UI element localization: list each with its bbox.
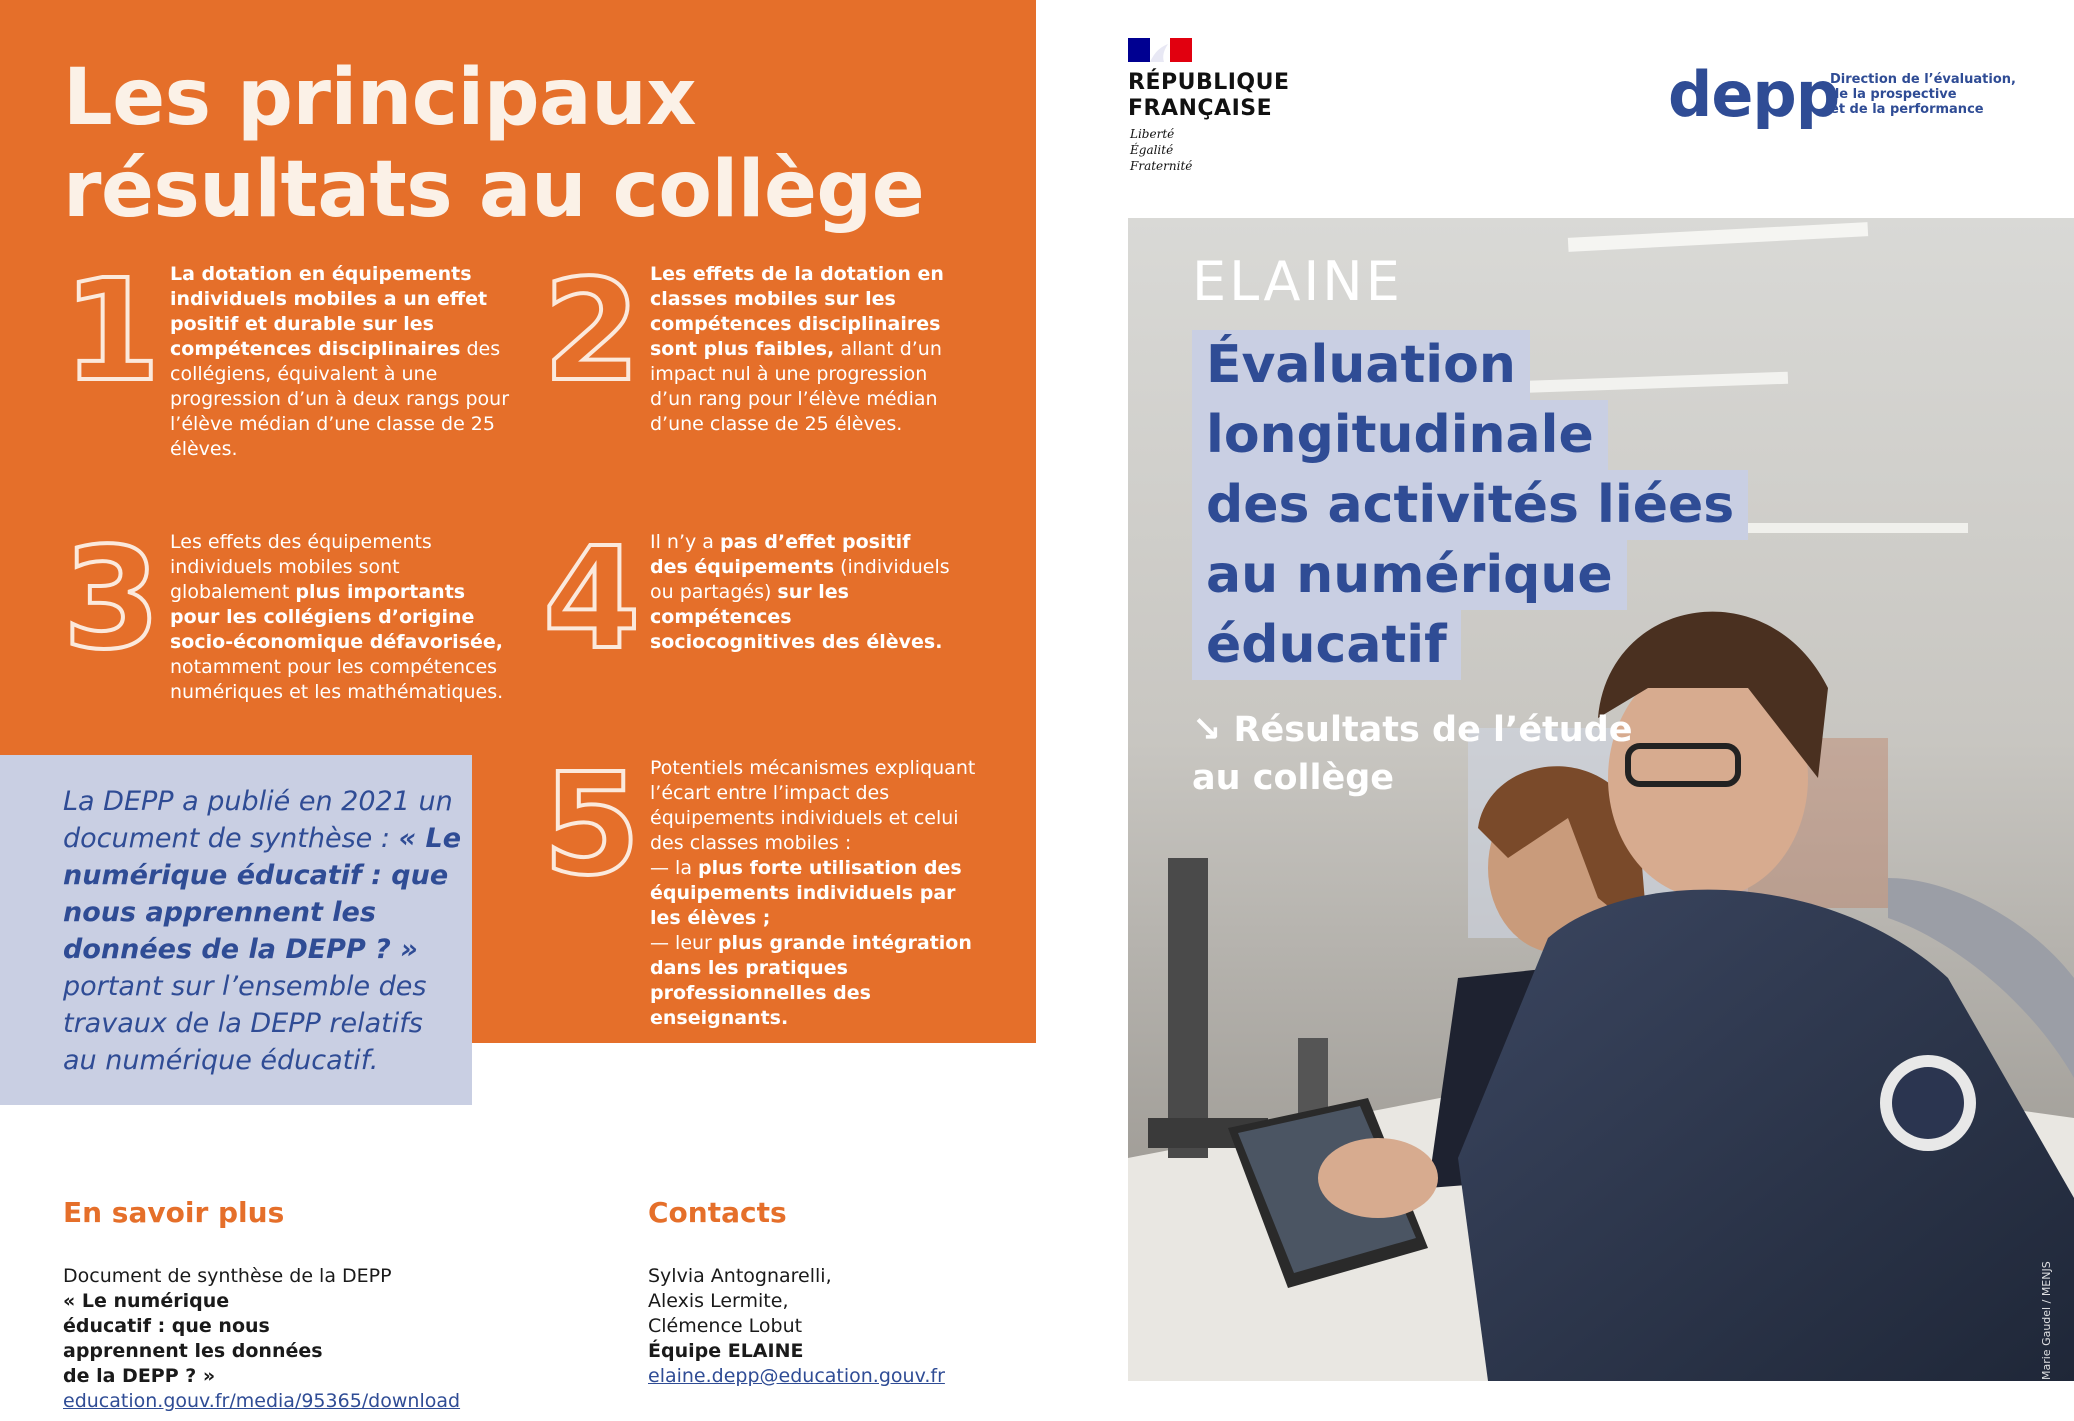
finding-mid: (individuels ou partagés) <box>650 556 950 603</box>
finding-rest: notamment pour les compétences numériques et les mathématiques. <box>170 656 504 703</box>
finding-number: 2 <box>543 250 641 413</box>
finding-number: 5 <box>543 744 641 907</box>
learn-more-bold <box>63 1289 323 1389</box>
depp-wordmark: depp <box>1668 58 1840 131</box>
motto-line: Égalité <box>1130 143 1174 157</box>
republique-motto <box>1130 126 1192 174</box>
contact-name: Alexis Lermite, <box>648 1290 789 1312</box>
cover-title-line-3: des activités liées <box>1192 470 1748 540</box>
depp-tagline-line: Direction de l’évaluation, <box>1830 72 2016 87</box>
republique-francaise-logo <box>1128 38 1308 178</box>
finding-text <box>650 756 990 1031</box>
callout-pre: La DEPP a publié en 2021 un document de synthèse : <box>63 786 453 854</box>
finding-bold-2: sur les compétences sociocognitives des élèves. <box>650 581 943 653</box>
callout-rest: portant sur l’ensemble des travaux de la DEPP relatifs au numérique éducatif. <box>63 971 427 1076</box>
finding-pre: Potentiels mécanismes expliquant l’écart entre l’impact des équipements individuels et celui des classes mobiles : <box>650 757 976 854</box>
cover-title-line-4: au numérique <box>1192 540 1627 610</box>
learn-more-bold-text: « Le numérique éducatif : que nous apprennent les données de la DEPP ? » <box>63 1290 323 1387</box>
depp-tagline <box>1830 72 2030 117</box>
finding-number: 1 <box>63 250 161 413</box>
finding-number: 3 <box>63 518 161 681</box>
finding-bold: La dotation en équipements individuels mobiles a un effet positif et durable sur les compétences disciplinaires <box>170 263 488 360</box>
finding-rest: allant d’un impact nul à une progression d’un rang pour l’élève médian d’une classe de 25 élèves. <box>650 338 942 435</box>
contact-team-text: Équipe ELAINE <box>648 1340 804 1362</box>
contacts-section <box>648 1196 1068 1389</box>
republique-name-line: RÉPUBLIQUE <box>1128 70 1290 95</box>
finding-item-1-bold: plus forte utilisation des équipements individuels par les élèves ; <box>650 857 962 929</box>
finding-bold: plus importants pour les collégiens d’origine socio-économique défavorisée, <box>170 581 503 653</box>
callout-bold: « Le numérique éducatif : que nous apprennent les données de la DEPP ? » <box>63 823 462 965</box>
page-title <box>63 52 1023 236</box>
learn-more-link[interactable]: education.gouv.fr/media/95365/download <box>63 1390 461 1412</box>
contact-name: Sylvia Antognarelli, <box>648 1265 832 1287</box>
contacts-heading-text: Contacts <box>648 1196 787 1229</box>
finding-item-2-bold: plus grande intégration dans les pratiques professionnelles des enseignants. <box>650 932 972 1029</box>
marianne-flag-icon <box>1128 38 1192 62</box>
learn-more-line: Document de synthèse de la DEPP <box>63 1265 392 1287</box>
finding-number: 4 <box>543 518 641 681</box>
contact-team <box>648 1339 1068 1364</box>
cover-title-line-1: Évaluation <box>1192 330 1530 400</box>
title-line-2: résultats au collège <box>63 145 925 235</box>
finding-text <box>650 262 950 437</box>
elaine-label: ELAINE <box>1192 250 1403 313</box>
finding-item-2-pre: — leur <box>650 932 718 954</box>
motto-line: Fraternité <box>1130 159 1193 173</box>
finding-item-1-pre: — la <box>650 857 699 879</box>
finding-pre: Les effets des équipements individuels mobiles sont globalement <box>170 531 432 603</box>
finding-pre: Il n’y a <box>650 531 720 553</box>
depp-tagline-line: et de la performance <box>1830 102 1984 117</box>
callout-text <box>63 783 463 1079</box>
finding-bold: pas d’effet positif des équipements <box>650 531 911 578</box>
motto-line: Liberté <box>1130 127 1175 141</box>
photo-credit: Marie Gaudel / MENJS <box>2040 1261 2053 1380</box>
learn-more-section <box>63 1196 483 1414</box>
title-line-1: Les principaux <box>63 53 697 143</box>
contact-email-link[interactable]: elaine.depp@education.gouv.fr <box>648 1365 945 1387</box>
cover-title-line-2: longitudinale <box>1192 400 1608 470</box>
finding-bold: Les effets de la dotation en classes mobiles sur les compétences disciplinaires sont plus faibles, <box>650 263 944 360</box>
depp-logo <box>1668 60 2028 140</box>
finding-rest: des collégiens, équivalent à une progression d’un à deux rangs pour l’élève médian d’une classe de 25 élèves. <box>170 338 510 460</box>
finding-text <box>170 262 510 462</box>
republique-name-line: FRANÇAISE <box>1128 96 1273 121</box>
finding-text <box>650 530 950 655</box>
learn-more-heading: En savoir plus <box>63 1196 285 1229</box>
depp-tagline-line: de la prospective <box>1830 87 1957 102</box>
republique-name <box>1128 70 1290 122</box>
contact-name: Clémence Lobut <box>648 1315 803 1337</box>
cover-title-line-5: éducatif <box>1192 610 1461 680</box>
cover-subtitle: ↘ Résultats de l’étude au collège <box>1192 710 1633 798</box>
finding-text <box>170 530 510 705</box>
contacts-heading <box>648 1196 1068 1230</box>
